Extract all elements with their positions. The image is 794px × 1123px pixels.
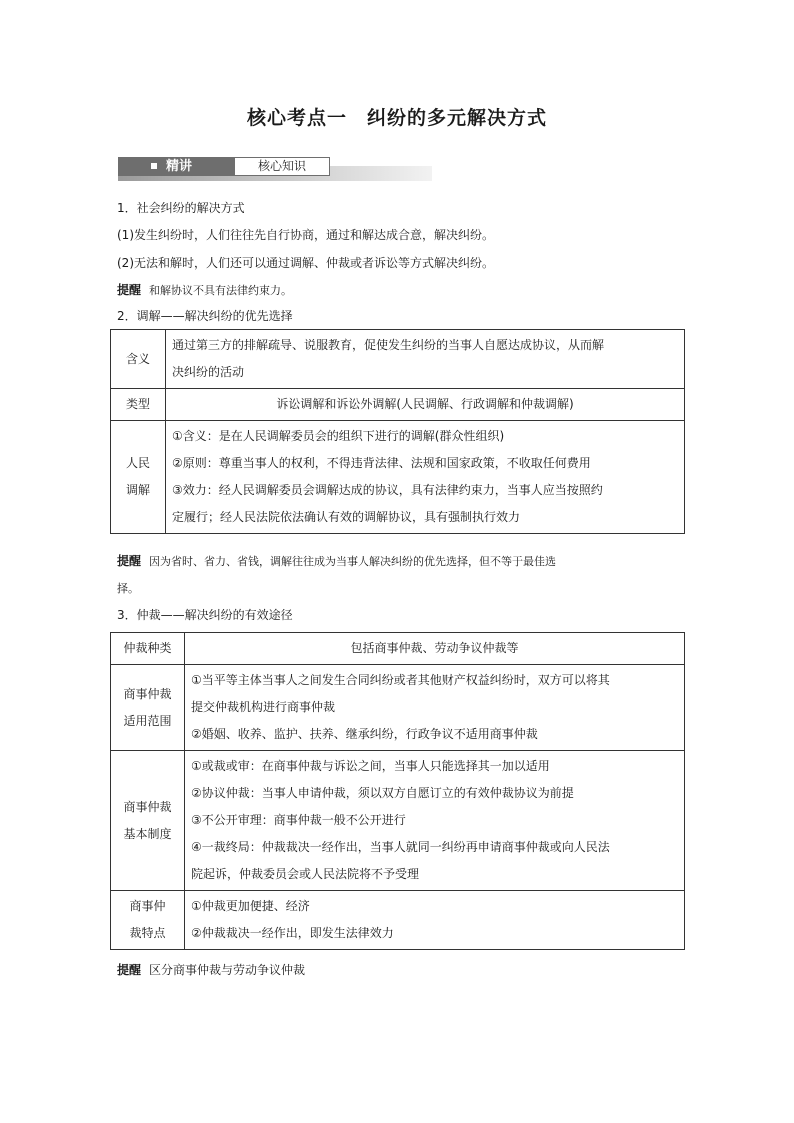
content-line: 院起诉，仲裁委员会或人民法院将不予受理 [191, 867, 420, 881]
section1-item1: (1)发生纠纷时，人们往往先自行协商，通过和解达成合意，解决纠纷。 [117, 228, 495, 242]
row-label: 类型 [111, 389, 166, 421]
table-row [111, 633, 685, 665]
tip-text: 区分商事仲裁与劳动争议仲裁 [149, 963, 306, 977]
tip-text: 和解协议不具有法律约束力。 [149, 284, 293, 297]
row-content [185, 751, 685, 891]
label-line: 商事仲 [129, 899, 166, 913]
row-label [111, 751, 185, 891]
table-row [111, 330, 685, 389]
tip-text: 因为省时、省力、省钱，调解往往成为当事人解决纠纷的优先选择，但不等于最佳选 [149, 555, 557, 568]
mediation-table [110, 329, 685, 534]
arbitration-table [110, 632, 685, 950]
page-title: 核心考点一 纠纷的多元解决方式 [246, 107, 547, 129]
content-line: ②原则：尊重当事人的权利，不得违背法律、法规和国家政策，不收取任何费用 [172, 456, 591, 470]
content-line: 通过第三方的排解疏导、说服教育，促使发生纠纷的当事人自愿达成协议，从而解 [172, 338, 605, 352]
table-row [111, 421, 685, 534]
label-line: 基本制度 [123, 826, 172, 841]
section1-tip [117, 282, 292, 299]
label-line: 商事仲裁 [123, 799, 172, 814]
content-line: ①仲裁更加便捷、经济 [191, 899, 310, 913]
table-row [111, 665, 685, 751]
row-content: 包括商事仲裁、劳动争议仲裁等 [185, 633, 685, 665]
row-label: 仲裁种类 [111, 633, 185, 665]
section3-heading: 3．仲裁——解决纠纷的有效途径 [117, 608, 293, 622]
row-label [111, 421, 166, 534]
content-line: ④一裁终局：仲裁裁决一经作出，当事人就同一纠纷再申请商事仲裁或向人民法 [191, 840, 610, 854]
section1-item2: (2)无法和解时，人们还可以通过调解、仲裁或者诉讼等方式解决纠纷。 [117, 256, 495, 270]
row-content [185, 665, 685, 751]
content-line: ②协议仲裁：当事人申请仲裁，须以双方自愿订立的有效仲裁协议为前提 [191, 786, 574, 800]
label-line: 商事仲裁 [123, 686, 172, 701]
table-row [111, 751, 685, 891]
content-line: ③不公开审理：商事仲裁一般不公开进行 [191, 813, 406, 827]
content-line: ③效力：经人民调解委员会调解达成的协议，具有法律约束力，当事人应当按照约 [172, 483, 603, 497]
section2-tip-line2 [117, 580, 139, 597]
tip-label: 提醒 [117, 283, 142, 297]
tip-text: 择。 [117, 582, 139, 595]
section2-heading: 2．调解——解决纠纷的优先选择 [117, 309, 293, 323]
content-line: 定履行；经人民法院依法确认有效的调解协议，具有强制执行效力 [172, 510, 521, 524]
row-content [166, 421, 685, 534]
row-content [185, 891, 685, 950]
tip-label: 提醒 [117, 963, 142, 977]
label-line: 调解 [125, 483, 150, 497]
content-line: ②婚姻、收养、监护、扶养、继承纠纷，行政争议不适用商事仲裁 [191, 727, 538, 741]
content-line: 提交仲裁机构进行商事仲裁 [191, 700, 336, 714]
content-line: 决纠纷的活动 [172, 365, 245, 379]
content-line: ①或裁或审：在商事仲裁与诉讼之间，当事人只能选择其一加以适用 [191, 759, 550, 773]
row-label [111, 891, 185, 950]
table-row [111, 891, 685, 950]
content-line: ①当平等主体当事人之间发生合同纠纷或者其他财产权益纠纷时，双方可以将其 [191, 673, 610, 687]
section2-tip-line1 [117, 553, 556, 570]
table-row [111, 389, 685, 421]
content-line: ②仲裁裁决一经作出，即发生法律效力 [191, 926, 394, 940]
banner-dark-label: 精讲 [166, 159, 193, 174]
banner-dark-tab [118, 157, 234, 176]
tip-label: 提醒 [117, 554, 142, 568]
label-line: 适用范围 [123, 713, 172, 728]
row-content: 诉讼调解和诉讼外调解(人民调解、行政调解和仲裁调解) [166, 389, 685, 421]
section1-heading: 1．社会纠纷的解决方式 [117, 201, 245, 215]
row-content [166, 330, 685, 389]
banner-light-tab: 核心知识 [234, 157, 330, 176]
label-line: 人民 [125, 456, 150, 470]
row-label: 含义 [111, 330, 166, 389]
label-line: 裁特点 [129, 926, 166, 940]
square-bullet-icon [151, 163, 157, 169]
row-label [111, 665, 185, 751]
section3-tip [117, 962, 305, 978]
content-line: ①含义：是在人民调解委员会的组织下进行的调解(群众性组织) [172, 429, 505, 443]
